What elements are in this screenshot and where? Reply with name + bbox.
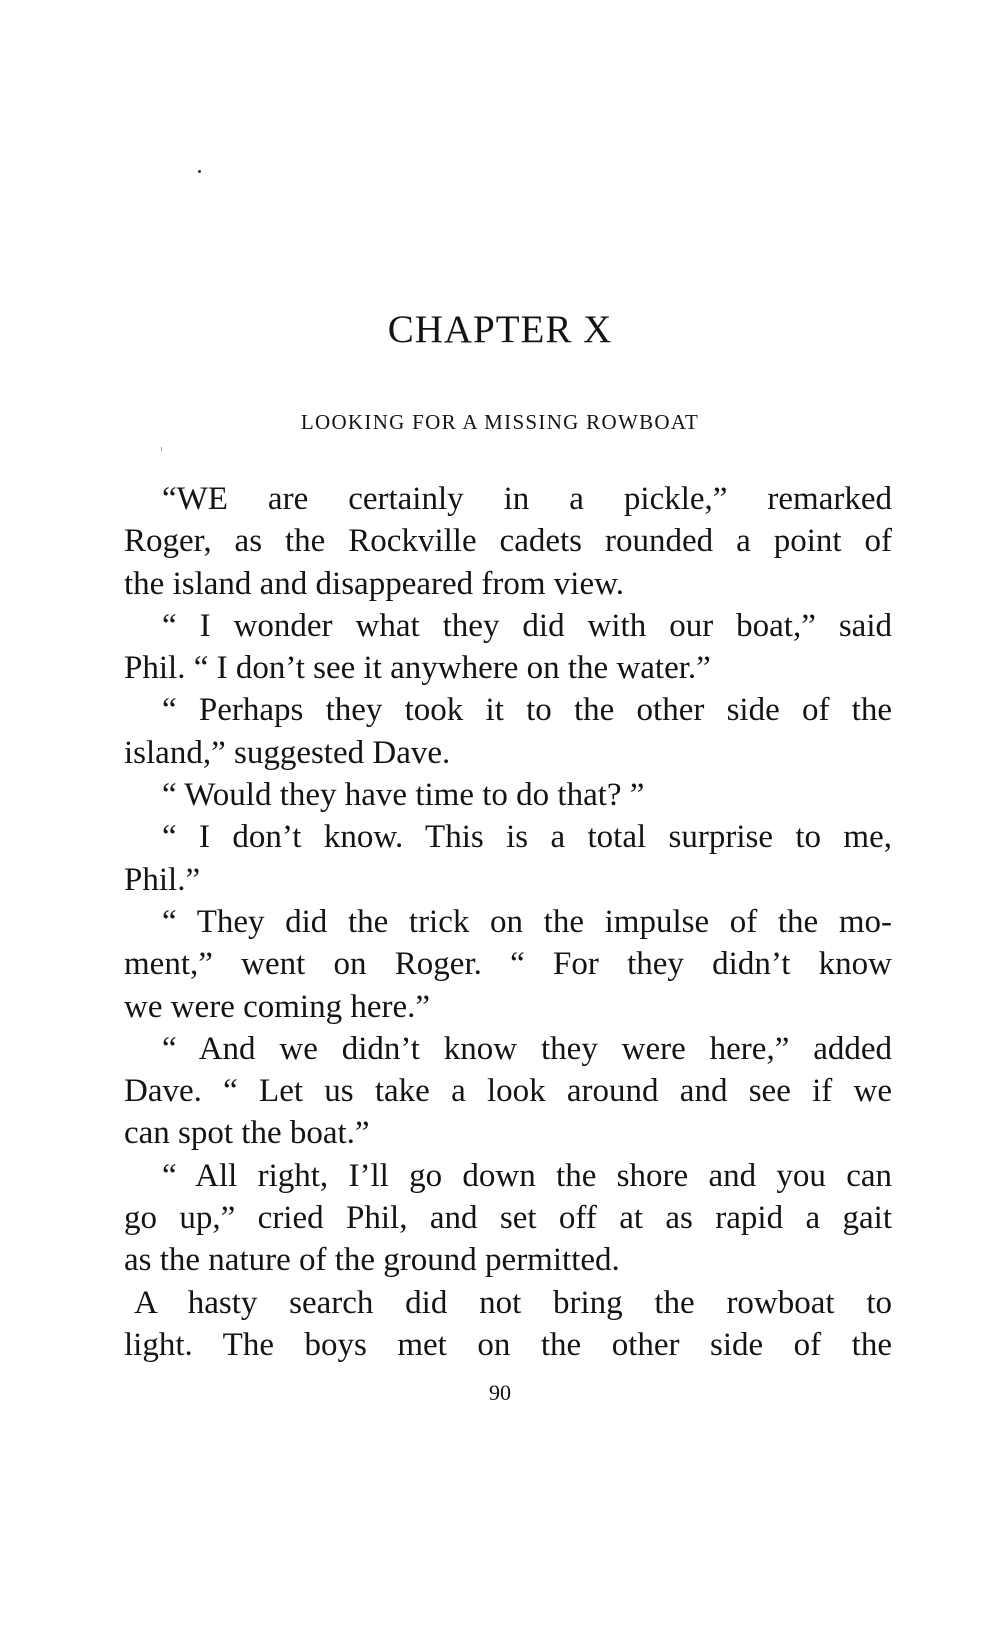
text-line: A hasty search did not bring the rowboat to bbox=[134, 1284, 892, 1321]
text-line: Roger, as the Rockville cadets rounded a point of bbox=[124, 523, 892, 560]
text-line: light. The boys met on the other side of the bbox=[124, 1326, 892, 1363]
text-line: we were coming here.” bbox=[124, 988, 431, 1025]
text-line: “ All right, I’ll go down the shore and you can bbox=[162, 1157, 892, 1194]
print-mark bbox=[161, 447, 162, 451]
text-line: “WE are certainly in a pickle,” remarked bbox=[162, 481, 892, 517]
text-line: Dave. “ Let us take a look around and see if we bbox=[124, 1073, 892, 1110]
text-line: can spot the boat.” bbox=[124, 1115, 370, 1152]
text-line: ment,” went on Roger. “ For they didn’t know bbox=[124, 946, 892, 983]
text-line: Phil. “ I don’t see it anywhere on the water.” bbox=[124, 650, 711, 687]
text-line: “ Would they have time to do that? ” bbox=[162, 777, 645, 814]
print-speck bbox=[198, 170, 201, 173]
page-number: 90 bbox=[489, 1380, 511, 1405]
text-line: the island and disappeared from view. bbox=[124, 565, 625, 602]
chapter-title: CHAPTER X bbox=[387, 308, 613, 351]
text-line: “ I wonder what they did with our boat,” said bbox=[162, 607, 892, 644]
text-line: island,” suggested Dave. bbox=[124, 734, 451, 771]
text-line: “ They did the trick on the impulse of the mo- bbox=[162, 903, 892, 940]
text-line: go up,” cried Phil, and set off at as rapid a gait bbox=[124, 1200, 892, 1237]
text-line: “ Perhaps they took it to the other side of the bbox=[162, 692, 892, 729]
body-text bbox=[124, 478, 892, 1366]
text-line: Phil.” bbox=[124, 861, 201, 898]
text-line: “ I don’t know. This is a total surprise to me, bbox=[162, 819, 892, 856]
text-line: as the nature of the ground permitted. bbox=[124, 1242, 620, 1279]
chapter-subtitle: LOOKING FOR A MISSING ROWBOAT bbox=[300, 410, 700, 434]
text-line: “ And we didn’t know they were here,” added bbox=[162, 1030, 892, 1067]
